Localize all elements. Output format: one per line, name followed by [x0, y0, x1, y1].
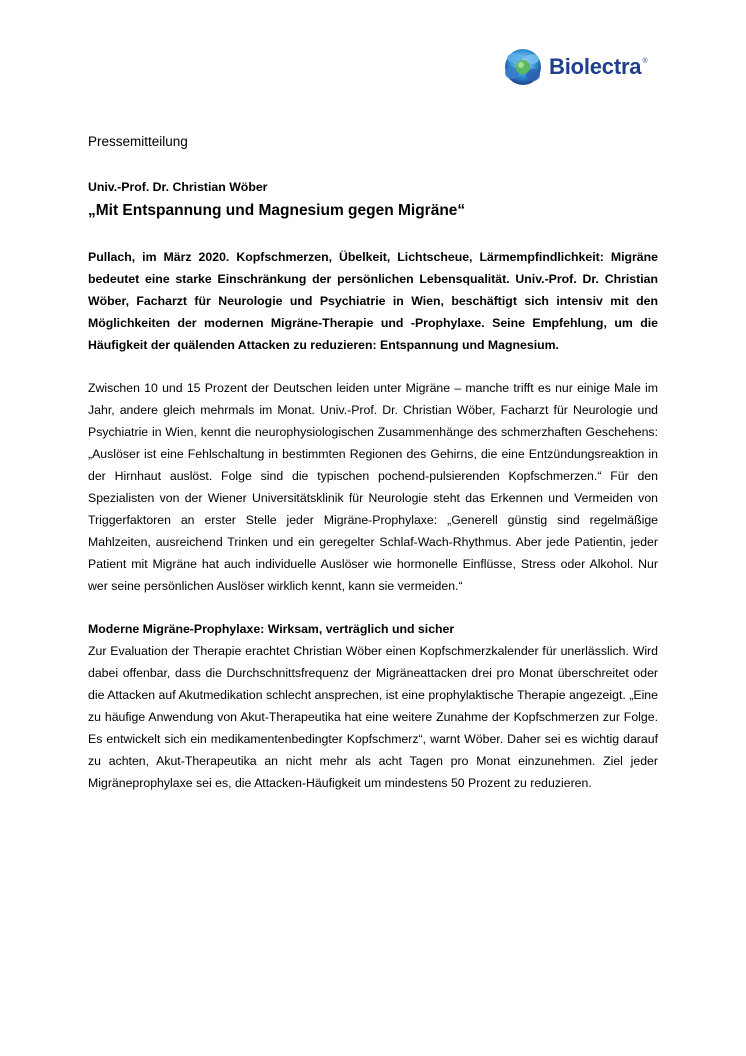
headline: „Mit Entspannung und Magnesium gegen Migräne“: [88, 202, 466, 219]
brand-logo: [500, 46, 648, 88]
biolectra-globe-icon: [500, 46, 546, 88]
brand-name: Biolectra: [549, 54, 642, 79]
author-line: Univ.-Prof. Dr. Christian Wöber: [88, 180, 268, 194]
section-paragraph: Zur Evaluation der Therapie erachtet Christian Wöber einen Kopfschmerzkalender für unerlässlich. Wird dabei offenbar, dass die Durchschnittsfrequenz der Migräneattacken drei pro Monat überschreitet oder die Attacken auf Akutmedikation schlecht ansprechen, ist eine prophylaktische Therapie angezeigt. „Eine zu häufige Anwendung von Akut-Therapeutika hat eine weitere Zunahme der Kopfschmerzen zur Folge. Es entwickelt sich ein medikamentenbedingter Kopfschmerz“, warnt Wöber. Daher sei es wichtig darauf zu achten, Akut-Therapeutika an nicht mehr als acht Tagen pro Monat einzunehmen. Ziel jeder Migräneprophylaxe sei es, die Attacken-Häufigkeit um mindestens 50 Prozent zu reduzieren.: [88, 644, 658, 790]
press-release-content: [88, 134, 658, 794]
registered-mark: ®: [642, 57, 648, 65]
document-type: Pressemitteilung: [88, 134, 188, 149]
body-paragraph: Zwischen 10 und 15 Prozent der Deutschen leiden unter Migräne – manche trifft es nur einige Male im Jahr, andere gleich mehrmals im Monat. Univ.-Prof. Dr. Christian Wöber, Facharzt für Neurologie und Psychiatrie in Wien, kennt die neurophysiologischen Zusammenhänge des schmerzhaften Geschehens: „Auslöser ist eine Fehlschaltung in bestimmten Regionen des Gehirns, die eine Entzündungsreaktion in der Hirnhaut auslöst. Folge sind die typischen pochend-pulsierenden Kopfschmerzen.“ Für den Spezialisten von der Wiener Universitätsklinik für Neurologie steht das Erkennen und Vermeiden von Triggerfaktoren an erster Stelle jeder Migräne-Prophylaxe: „Generell günstig sind regelmäßige Mahlzeiten, ausreichend Trinken und ein geregelter Schlaf-Wach-Rhythmus. Aber jede Patientin, jeder Patient mit Migräne hat auch individuelle Auslöser wie hormonelle Einflüsse, Stress oder Alkohol. Nur wer seine persönlichen Auslöser wirklich kennt, kann sie vermeiden.“: [88, 381, 658, 593]
section-heading: Moderne Migräne-Prophylaxe: Wirksam, verträglich und sicher: [88, 622, 455, 636]
lead-paragraph: Pullach, im März 2020. Kopfschmerzen, Übelkeit, Lichtscheue, Lärmempfindlichkeit: Migräne bedeutet eine starke Einschränkung der persönlichen Lebensqualität. Univ.-Prof. Dr. Christian Wöber, Facharzt für Neurologie und Psychiatrie in Wien, beschäftigt sich intensiv mit den Möglichkeiten der modernen Migräne-Therapie und -Prophylaxe. Seine Empfehlung, um die Häufigkeit der quälenden Attacken zu reduzieren: Entspannung und Magnesium.: [88, 250, 658, 352]
